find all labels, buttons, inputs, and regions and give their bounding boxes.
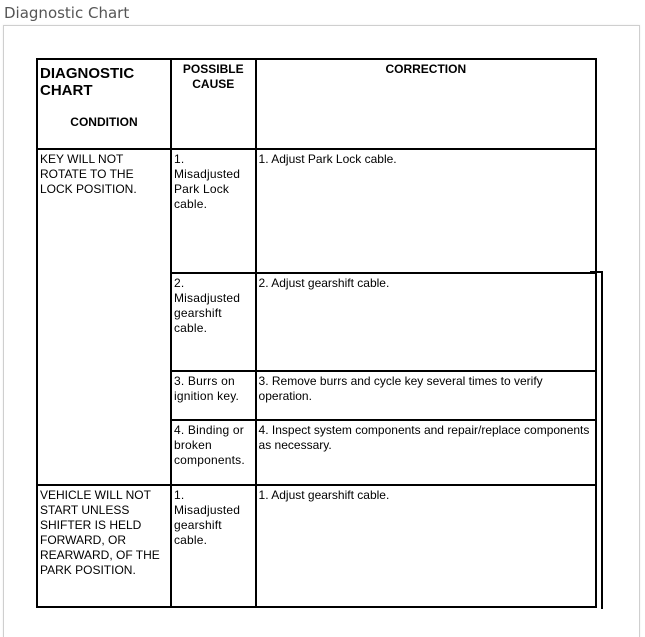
condition-cell: KEY WILL NOT ROTATE TO THE LOCK POSITION. [37, 149, 171, 485]
header-cause: POSSIBLE CAUSE [171, 59, 256, 149]
table-row [37, 485, 596, 607]
header-correction: CORRECTION [256, 59, 596, 149]
cause-cell: 1. Misadjusted gearshift cable. [171, 485, 256, 607]
page-title: Diagnostic Chart [4, 4, 130, 22]
table-edge-line [601, 271, 603, 609]
correction-cell: 1. Adjust Park Lock cable. [256, 149, 596, 273]
diagnostic-table [36, 58, 597, 608]
table-title: DIAGNOSTIC CHART [40, 65, 135, 99]
header-condition-cell [37, 59, 171, 149]
table-header-row [37, 59, 596, 149]
correction-cell: 4. Inspect system components and repair/replace components as necessary. [256, 420, 596, 485]
header-condition: CONDITION [70, 115, 138, 129]
table-row [37, 149, 596, 273]
cause-cell: 2. Misadjusted gearshift cable. [171, 273, 256, 371]
correction-cell: 3. Remove burrs and cycle key several times to verify operation. [256, 371, 596, 420]
cause-cell: 3. Burrs on ignition key. [171, 371, 256, 420]
correction-cell: 2. Adjust gearshift cable. [256, 273, 596, 371]
cause-cell: 4. Binding or broken components. [171, 420, 256, 485]
correction-cell: 1. Adjust gearshift cable. [256, 485, 596, 607]
condition-cell: VEHICLE WILL NOT START UNLESS SHIFTER IS HELD FORWARD, OR REARWARD, OF THE PARK POSITION. [37, 485, 171, 607]
cause-cell: 1. Misadjusted Park Lock cable. [171, 149, 256, 273]
